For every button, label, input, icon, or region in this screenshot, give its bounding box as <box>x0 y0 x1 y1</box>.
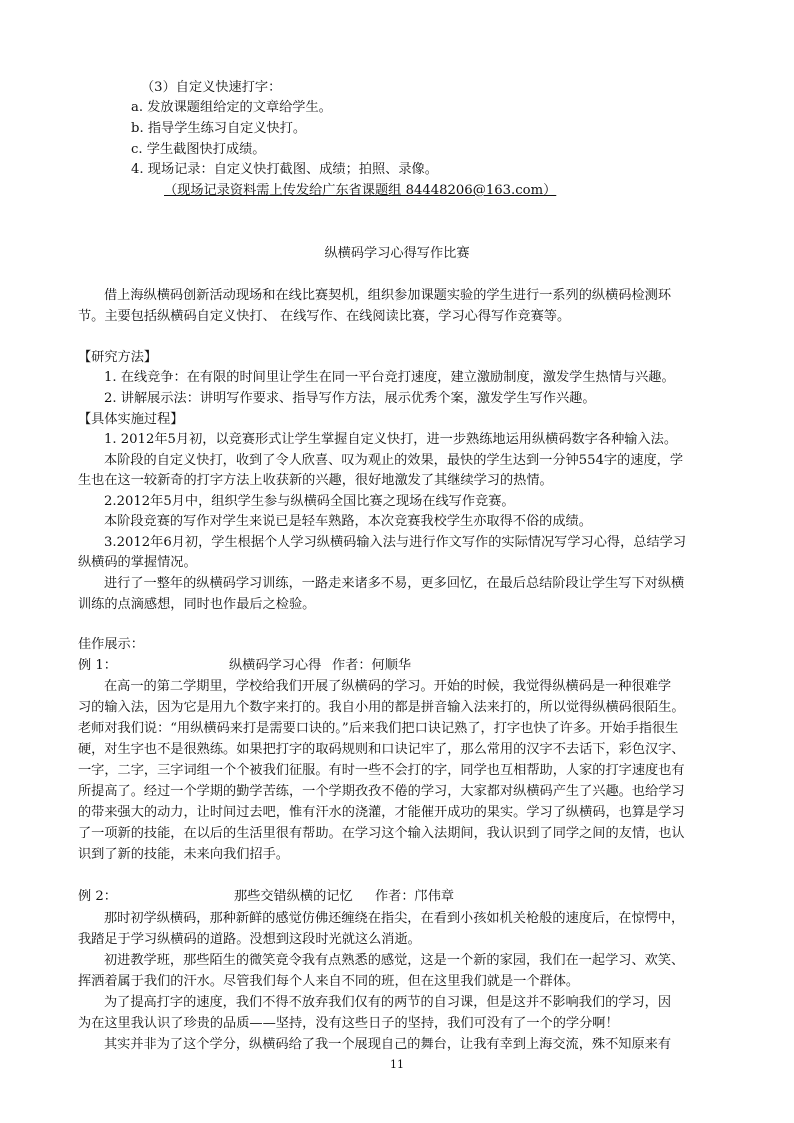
process-line: 生也在这一较新奇的打字方法上收获新的兴趣，很好地激发了其继续学习的热情。 <box>78 473 553 488</box>
essay-line: 那时初学纵横码，那种新鲜的感觉仿佛还缠绕在指尖，在看到小孩如机关枪般的速度后，在惊愕中， <box>104 911 685 926</box>
list-item: c. 学生截图快打成绩。 <box>131 142 266 157</box>
essay-line: 挥洒着属于我们的汗水。尽管我们每个人来自不同的班，但在这里我们就是一个群体。 <box>78 974 580 989</box>
essay-line: 为在这里我认识了珍贵的品质——坚持，没有这些日子的坚持，我们可没有了一个的学分啊！ <box>78 1016 619 1031</box>
process-line: 1. 2012年5月初，以竞赛形式让学生掌握自定义快打，进一步熟练地运用纵横码数字各种输入法。 <box>104 432 678 447</box>
page-number: 11 <box>390 1058 404 1071</box>
process-heading: 【具体实施过程】 <box>78 412 184 427</box>
essay-line: 所提高了。经过一个学期的勤学苦练，一个学期孜孜不倦的学习，大家都对纵横码产生了兴趣。也给学习 <box>78 784 685 799</box>
list-item: 4. 现场记录：自定义快打截图、成绩；拍照、录像。 <box>131 162 438 177</box>
process-line: 3.2012年6月初，学生根据个人学习纵横码输入法与进行作文写作的实际情况写学习心得，总结学习 <box>104 535 687 550</box>
process-line: 本阶段竞赛的写作对学生来说已是轻车熟路，本次竞赛我校学生亦取得不俗的成绩。 <box>104 514 592 529</box>
process-line: 纵横码的掌握情况。 <box>78 555 197 570</box>
essay-line: 为了提高打字的速度，我们不得不放弃我们仅有的两节的自习课，但是这并不影响我们的学习，因 <box>104 995 672 1010</box>
methods-heading: 【研究方法】 <box>78 350 158 365</box>
essay-line: 一字，二字，三字词组一个个被我们征服。有时一些不会打的字，同学也互相帮助，人家的打字速度也有 <box>78 763 685 778</box>
example-title: 纵横码学习心得 <box>229 658 322 673</box>
essay-line: 在高一的第二学期里，学校给我们开展了纵横码的学习。开始的时候，我觉得纵横码是一种很难学 <box>104 679 672 694</box>
method-item: 2. 讲解展示法：讲明写作要求、指导写作方法，展示优秀个案，激发学生写作兴趣。 <box>104 391 596 406</box>
essay-line: 习的输入法，因为它是用九个数字来打的。我自小用的都是拼音输入法来打的，所以觉得纵横码很陌生。 <box>78 700 685 715</box>
list-item: b. 指导学生练习自定义快打。 <box>131 121 307 136</box>
essay-line: 其实并非为了这个学分，纵横码给了我一个展现自己的舞台，让我有幸到上海交流，殊不知原来有 <box>104 1037 672 1052</box>
essay-line: 识到了新的技能，未来向我们招手。 <box>78 847 289 862</box>
list-item: a. 发放课题组给定的文章给学生。 <box>131 100 332 115</box>
process-line: 本阶段的自定义快打，收到了令人欣喜、叹为观止的效果，最快的学生达到一分钟554字的速度，学 <box>104 453 684 468</box>
essay-line: 我踏足于学习纵横码的道路。没想到这段时光就这么消逝。 <box>78 932 421 947</box>
process-line: 训练的点滴感想，同时也作最后之检验。 <box>78 597 316 612</box>
example-author: 作者：何顺华 <box>332 658 412 673</box>
example-label: 例 1： <box>78 658 117 673</box>
essay-line: 硬，对生字也不是很熟练。如果把打字的取码规则和口诀记牢了，那么常用的汉字不去话下，彩色汉字、 <box>78 742 685 757</box>
intro-line: 节。主要包括纵横码自定义快打、 在线写作、在线阅读比赛，学习心得写作竞赛等。 <box>78 309 571 324</box>
showcase-heading: 佳作展示： <box>78 637 144 652</box>
process-line: 2.2012年5月中，组织学生参与纵横码全国比赛之现场在线写作竞赛。 <box>104 494 515 509</box>
subsection-heading: （3）自定义快速打字： <box>141 80 282 95</box>
example-label: 例 2： <box>78 889 117 904</box>
essay-line: 老师对我们说：“用纵横码来打是需要口诀的。”后来我们把口诀记熟了，打字也快了许多。开始手指很生 <box>78 721 679 736</box>
upload-note: （现场记录资料需上传发给广东省课题组 84448206@163.com） <box>164 183 557 198</box>
section-title: 纵横码学习心得写作比赛 <box>324 246 470 261</box>
example-author: 作者：邝伟章 <box>375 889 455 904</box>
essay-line: 的带来强大的动力，让时间过去吧，惟有汗水的浇灌，才能催开成功的果实。学习了纵横码，也算是学习 <box>78 805 685 820</box>
process-line: 进行了一整年的纵横码学习训练，一路走来诸多不易，更多回忆，在最后总结阶段让学生写下对纵横 <box>104 576 685 591</box>
method-item: 1. 在线竞争：在有限的时间里让学生在同一平台竞打速度，建立激励制度，激发学生热情与兴趣。 <box>104 370 675 385</box>
example-title: 那些交错纵横的记忆 <box>234 889 353 904</box>
essay-line: 初进教学班，那些陌生的微笑竟令我有点熟悉的感觉，这是一个新的家园，我们在一起学习、欢笑、 <box>104 953 685 968</box>
essay-line: 了一项新的技能，在以后的生活里很有帮助。在学习这个输入法期间，我认识到了同学之间的友情，也认 <box>78 826 685 841</box>
intro-line: 借上海纵横码创新活动现场和在线比赛契机，组织参加课题实验的学生进行一系列的纵横码检测环 <box>104 288 672 303</box>
